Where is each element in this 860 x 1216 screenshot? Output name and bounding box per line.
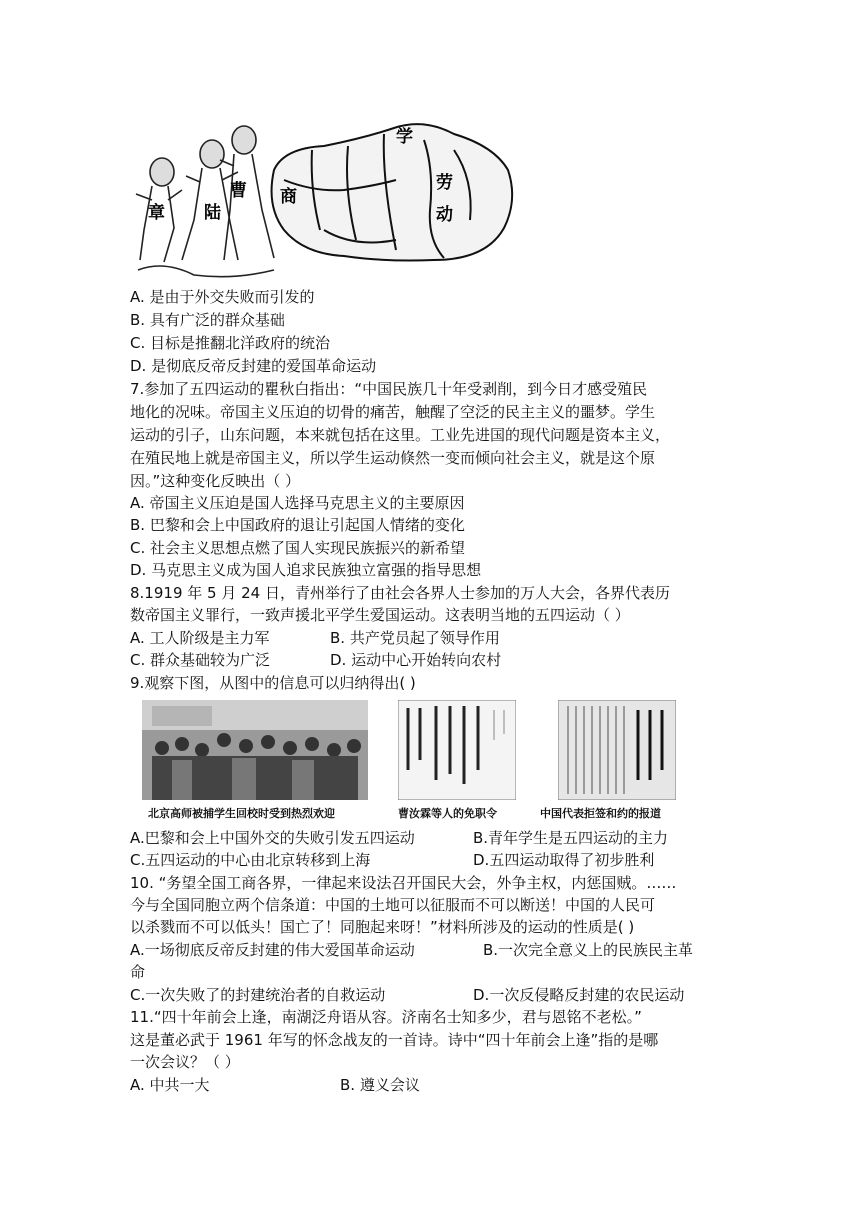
q11-stem-line2: 这是董必武于 1961 年写的怀念战友的一首诗。诗中“四十年前会上逢”指的是哪: [130, 1031, 659, 1049]
cartoon-label-shang: 商: [280, 187, 297, 207]
q7-stem-line3: 运动的引子，山东问题，本来就包括在这里。工业先进国的现代问题是资本主义，: [130, 426, 671, 444]
q8-option-b: B. 共产党员起了领导作用: [330, 629, 500, 647]
q9-option-d: D.五四运动取得了初步胜利: [473, 851, 655, 869]
q9-option-b: B.青年学生是五四运动的主力: [473, 829, 669, 847]
photo-refusal-report: [558, 700, 676, 800]
cartoon-label-cao: 曹: [230, 181, 247, 201]
q10-option-c: C.一次失败了的封建统治者的自救运动: [130, 986, 386, 1004]
q10-stem-line1: 10. “务望全国工商各界，一律起来设法召开国民大会，外争主权，内惩国贼。……: [130, 874, 677, 892]
q10-option-a: A.一场彻底反帝反封建的伟大爱国革命运动: [130, 941, 415, 959]
photo-dismissal-order: [398, 700, 516, 800]
q9-option-a: A.巴黎和会上中国外交的失败引发五四运动: [130, 829, 415, 847]
cartoon-label-xue: 学: [396, 127, 413, 147]
q9-stem: 9.观察下图，从图中的信息可以归纳得出( ): [130, 674, 416, 692]
q7-stem-line4: 在殖民地上就是帝国主义，所以学生运动倏然一变而倾向社会主义，就是这个原: [130, 449, 656, 467]
q11-option-b: B. 遵义会议: [340, 1076, 420, 1094]
q11-stem-line3: 一次会议？（ ）: [130, 1053, 240, 1071]
photo-students-welcomed: [142, 700, 368, 800]
caption-dismissal-order: 曹汝霖等人的免职令: [398, 807, 497, 820]
cartoon-label-dong: 动: [436, 205, 453, 225]
q6-option-c: C. 目标是推翻北洋政府的统治: [130, 334, 331, 352]
fist: [272, 124, 513, 260]
cartoon-label-lu: 陆: [204, 203, 221, 223]
q10-option-b-continued: 命: [130, 963, 146, 981]
cartoon-label-zhang: 章: [148, 203, 165, 223]
q10-stem-line3: 以杀戮而不可以低头！国亡了！同胞起来呀！”材料所涉及的运动的性质是( ): [130, 918, 635, 936]
q7-option-a: A. 帝国主义压迫是国人选择马克思主义的主要原因: [130, 494, 465, 512]
fist-cartoon-illustration: [134, 110, 516, 286]
q8-option-a: A. 工人阶级是主力军: [130, 629, 270, 647]
q11-option-a: A. 中共一大: [130, 1076, 210, 1094]
q6-option-a: A. 是由于外交失败而引发的: [130, 288, 315, 306]
q10-option-b: B.一次完全意义上的民族民主革: [483, 941, 694, 959]
q7-option-b: B. 巴黎和会上中国政府的退让引起国人情绪的变化: [130, 516, 465, 534]
q8-option-d: D. 运动中心开始转向农村: [330, 651, 502, 669]
q7-stem-line2: 地化的况味。帝国主义压迫的切骨的痛苦，触醒了空泛的民主主义的噩梦。学生: [130, 403, 656, 421]
q7-stem-line5: 因。”这种变化反映出（ ）: [130, 472, 301, 490]
fleeing-figures: [136, 126, 274, 277]
caption-students-welcomed: 北京高师被捕学生回校时受到热烈欢迎: [148, 807, 335, 820]
q8-stem-line1: 8.1919 年 5 月 24 日，青州举行了由社会各界人士参加的万人大会，各界代表历: [130, 584, 670, 602]
q8-option-c: C. 群众基础较为广泛: [130, 651, 271, 669]
q10-stem-line2: 今与全国同胞立两个信条道：中国的土地可以征服而不可以断送！中国的人民可: [130, 896, 656, 914]
q9-option-c: C.五四运动的中心由北京转移到上海: [130, 851, 371, 869]
q10-option-d: D.一次反侵略反封建的农民运动: [473, 986, 685, 1004]
q6-option-b: B. 具有广泛的群众基础: [130, 311, 285, 329]
q7-stem-line1: 7.参加了五四运动的瞿秋白指出：“中国民族几十年受剥削，到今日才感受殖民: [130, 380, 648, 398]
q6-option-d: D. 是彻底反帝反封建的爱国革命运动: [130, 357, 377, 375]
caption-refusal-report: 中国代表拒签和约的报道: [540, 807, 661, 820]
q11-stem-line1: 11.“四十年前会上逢，南湖泛舟语从容。济南名士知多少，君与恩铭不老松。”: [130, 1008, 642, 1026]
cartoon-label-lao: 劳: [436, 173, 453, 193]
q7-option-d: D. 马克思主义成为国人追求民族独立富强的指导思想: [130, 561, 482, 579]
q7-option-c: C. 社会主义思想点燃了国人实现民族振兴的新希望: [130, 539, 466, 557]
q8-stem-line2: 数帝国主义罪行，一致声援北平学生爱国运动。这表明当地的五四运动（ ）: [130, 606, 630, 624]
